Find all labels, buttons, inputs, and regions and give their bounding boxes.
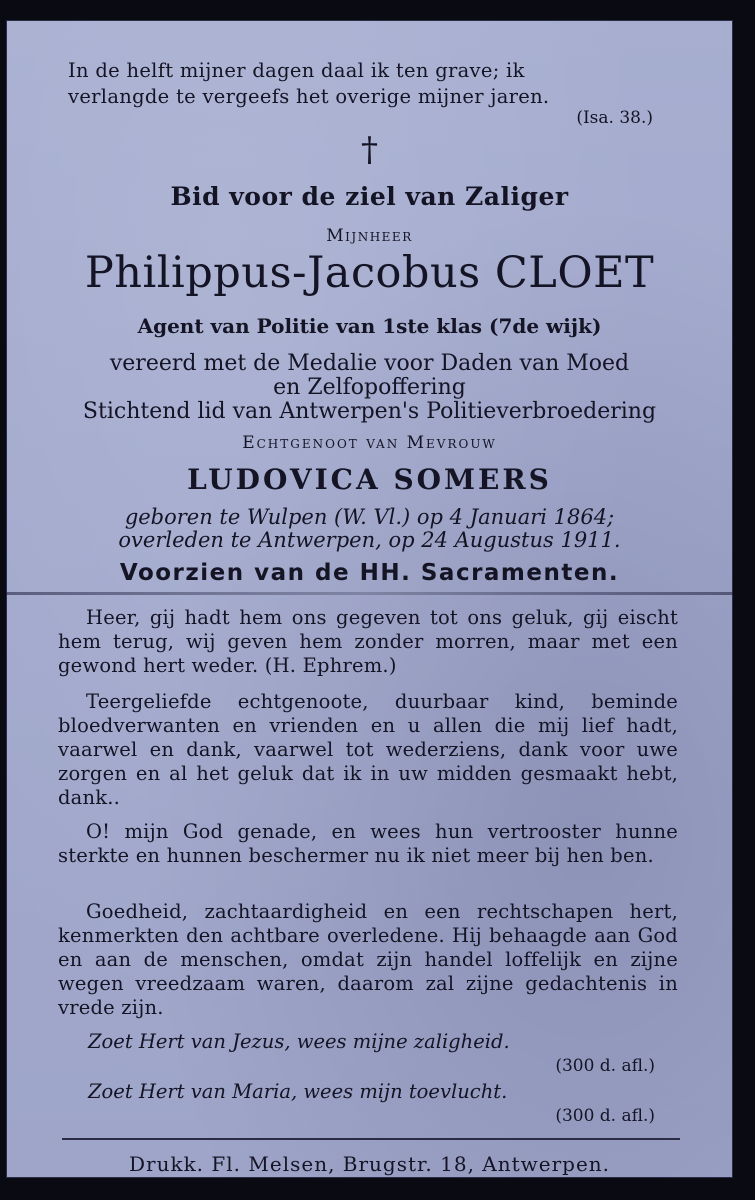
epigraph: [68, 58, 658, 110]
memorial-card: [6, 20, 733, 1178]
paragraph-prayer: O! mijn God genade, en wees hun vertrooster hunne sterkte en hunnen beschermer nu ik niet meer bij hen ben.: [58, 820, 678, 867]
invocation-jesus: Zoet Hert van Jezus, wees mijne zaligheid.: [88, 1030, 510, 1053]
deceased-rank: Agent van Politie van 1ste klas (7de wijk): [137, 314, 602, 338]
spouse-name: LUDOVICA SOMERS: [187, 463, 552, 496]
honors: [6, 352, 733, 424]
cross-icon: †: [361, 130, 378, 170]
death-line: overleden te Antwerpen, op 24 Augustus 1911.: [118, 528, 621, 552]
paragraph-virtues: Goedheid, zachtaardigheid en een rechtschapen hert, kenmerkten den achtbare overledene. Hij behaagde aan God en aan de menschen, omdat zijn handel loffelijk en zijne wegen vreedzaam waren, daarom zal zijne gedachtenis in vrede zijn.: [58, 900, 678, 1019]
divider: [62, 1138, 680, 1140]
honorific: Mijnheer: [326, 226, 413, 246]
fold-crease: [6, 592, 733, 595]
medal-line-1: vereerd met de Medalie voor Daden van Moed: [109, 351, 630, 376]
medal-line-2: en Zelfopoffering: [273, 375, 466, 400]
spouse-label: Echtgenoot van Mevrouw: [242, 433, 497, 453]
deceased-name: Philippus-Jacobus CLOET: [84, 248, 655, 298]
prayer-heading: Bid voor de ziel van Zaliger: [170, 182, 569, 211]
life-dates: [6, 506, 733, 552]
printer-imprint: Drukk. Fl. Melsen, Brugstr. 18, Antwerpen.: [128, 1152, 611, 1176]
indulgence-1: (300 d. afl.): [555, 1056, 655, 1076]
paragraph-farewell: Teergeliefde echtgenoote, duurbaar kind, beminde bloedverwanten en vrienden en u allen die mij lief hadt, vaarwel en dank, vaarwel tot wederziens, dank voor uwe zorgen en al het geluk dat ik in uw midden gesmaakt hebt, dank..: [58, 690, 678, 809]
member-line: Stichtend lid van Antwerpen's Politieverbroedering: [82, 399, 657, 424]
paragraph-ephrem: Heer, gij hadt hem ons gegeven tot ons geluk, gij eischt hem terug, wij geven hem zonder morren, maar met een gewond hert weder. (H. Ephrem.): [58, 606, 678, 677]
epigraph-line-1: In de helft mijner dagen daal ik ten grave; ik: [68, 59, 525, 82]
epigraph-reference: (Isa. 38.): [576, 108, 653, 128]
indulgence-2: (300 d. afl.): [555, 1106, 655, 1126]
invocation-maria: Zoet Hert van Maria, wees mijn toevlucht.: [88, 1080, 508, 1103]
sacraments-line: Voorzien van de HH. Sacramenten.: [119, 560, 620, 586]
birth-line: geboren te Wulpen (W. Vl.) op 4 Januari 1864;: [124, 505, 615, 529]
epigraph-line-2: verlangde te vergeefs het overige mijner jaren.: [68, 85, 550, 108]
